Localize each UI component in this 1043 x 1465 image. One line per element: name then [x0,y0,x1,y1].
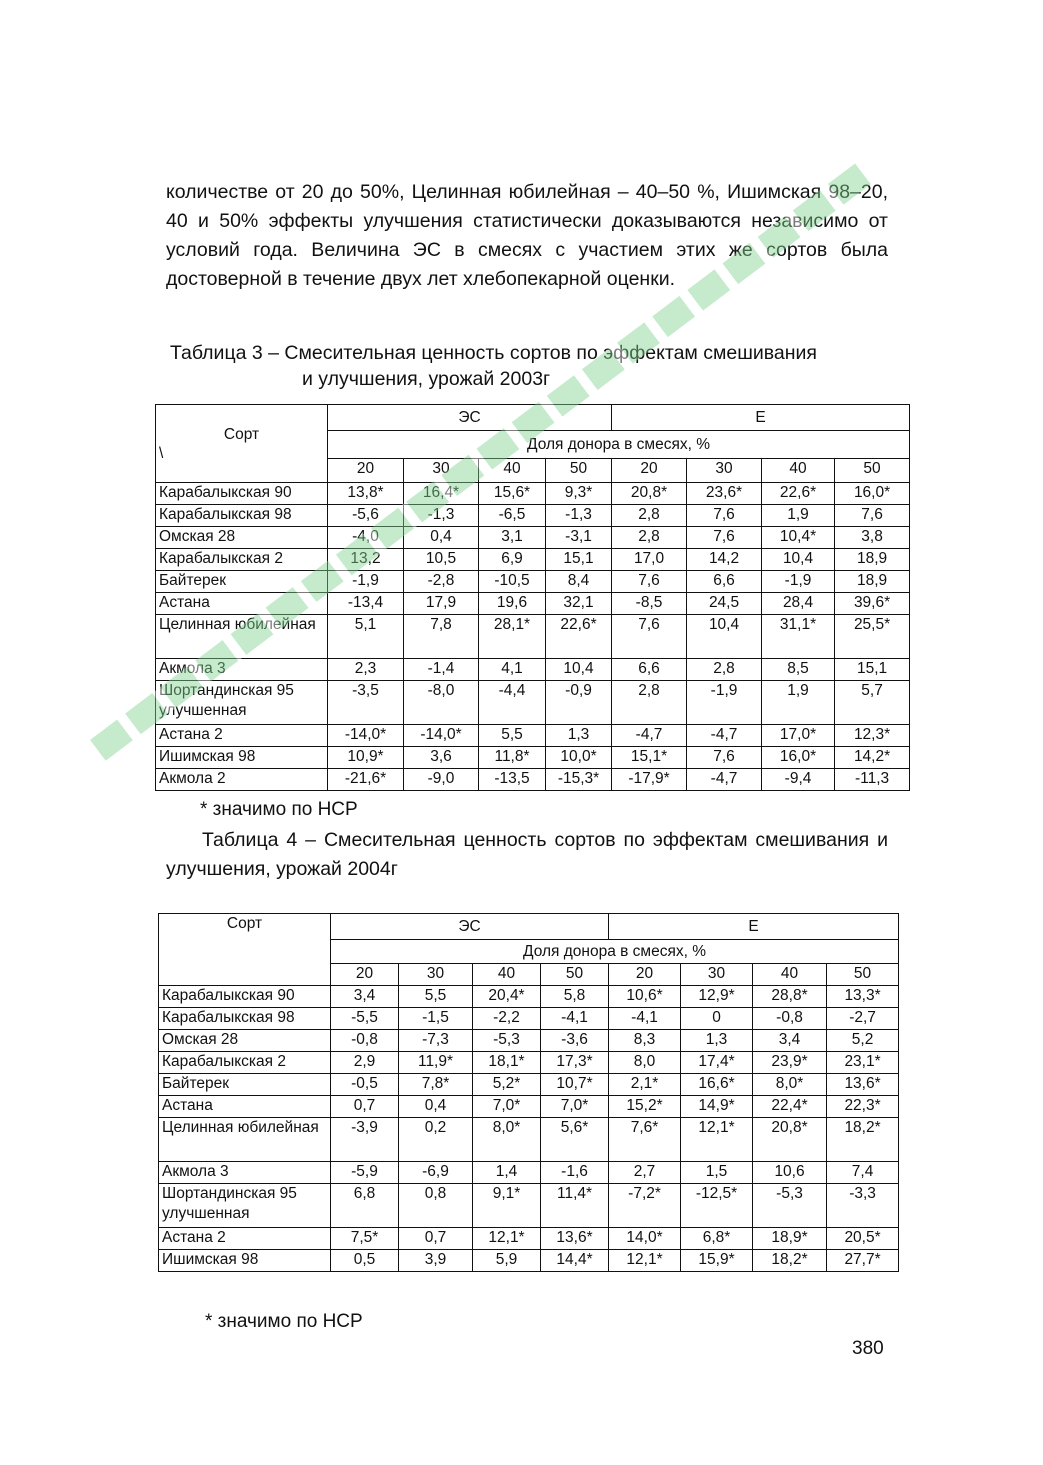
table3 [155,404,910,791]
table-cell: -11,3 [835,769,910,791]
table-cell: 14,2 [687,549,762,571]
table-cell: 13,6* [541,1228,609,1250]
table-cell: 15,6* [479,483,546,505]
table-cell: -5,6 [328,505,404,527]
table-cell: 28,1* [479,615,546,659]
row-label: Карабалыкская 98 [159,1008,331,1030]
row-label: Байтерек [156,571,328,593]
table-cell: 5,2 [827,1030,899,1052]
table-cell: 12,3* [835,725,910,747]
table-cell: 17,0* [762,725,835,747]
row-label: Карабалыкская 90 [159,986,331,1008]
table3-caption-line1: Таблица 3 – Смесительная ценность сортов по эффектам смешивания [170,342,817,364]
table-cell: 7,6* [609,1118,681,1162]
table4-header-sort: Сорт [159,914,331,986]
table-cell: 11,9* [399,1052,473,1074]
table-cell: 6,8 [331,1184,399,1228]
column-header: 20 [609,964,681,986]
column-header: 40 [479,459,546,483]
table-cell: -9,4 [762,769,835,791]
table-cell: -1,9 [687,681,762,725]
table-row [156,769,910,791]
table-cell: -1,5 [399,1008,473,1030]
table-cell: 10,6 [753,1162,827,1184]
table-cell: 0,8 [399,1184,473,1228]
column-header: 20 [328,459,404,483]
table-cell: 3,8 [835,527,910,549]
table-cell: 27,7* [827,1250,899,1272]
table-cell: 14,2* [835,747,910,769]
table-cell: 23,1* [827,1052,899,1074]
row-label: Астана [156,593,328,615]
table-cell: 2,8 [612,505,687,527]
table-cell: -12,5* [681,1184,753,1228]
table-cell: 7,6 [835,505,910,527]
table-cell: 10,5 [404,549,479,571]
table-cell: -2,8 [404,571,479,593]
table-cell: 13,6* [827,1074,899,1096]
row-label: Целинная юбилейная [156,615,328,659]
table-cell: 11,8* [479,747,546,769]
table-cell: 4,1 [479,659,546,681]
table-cell: -4,4 [479,681,546,725]
page-number: 380 [852,1338,884,1359]
row-label: Шортандинская 95 улучшенная [156,681,328,725]
table-cell: 5,5 [479,725,546,747]
table-cell: -4,0 [328,527,404,549]
column-header: 30 [404,459,479,483]
table4-header-share: Доля донора в смесях, % [331,940,899,964]
table-cell: -1,9 [328,571,404,593]
table-cell: 11,4* [541,1184,609,1228]
table-row [156,527,910,549]
table-cell: -3,6 [541,1030,609,1052]
table-row [159,986,899,1008]
table-cell: 15,1 [546,549,612,571]
table-cell: -4,7 [687,769,762,791]
table-cell: 9,1* [473,1184,541,1228]
column-header: 20 [612,459,687,483]
table-cell: 22,6* [762,483,835,505]
table-cell: 8,4 [546,571,612,593]
table-row [159,1052,899,1074]
column-header: 50 [546,459,612,483]
table-cell: 5,7 [835,681,910,725]
table-cell: 7,6 [687,505,762,527]
column-header: 20 [331,964,399,986]
table-cell: -2,2 [473,1008,541,1030]
table-cell: 13,3* [827,986,899,1008]
table-row [156,483,910,505]
table-cell: 3,9 [399,1250,473,1272]
table-cell: 0,2 [399,1118,473,1162]
table-cell: -1,6 [541,1162,609,1184]
table-cell: -10,5 [479,571,546,593]
row-label: Ишимская 98 [156,747,328,769]
table-cell: 10,4 [546,659,612,681]
table-row [159,1250,899,1272]
table-cell: 7,6 [687,527,762,549]
table4-header-es: ЭС [331,914,609,940]
table3-header-sort [156,405,328,483]
table-cell: -17,9* [612,769,687,791]
table-cell: -0,5 [331,1074,399,1096]
table-cell: 31,1* [762,615,835,659]
table-cell: 28,8* [753,986,827,1008]
table-cell: 18,9 [835,571,910,593]
table-cell: 24,5 [687,593,762,615]
row-label: Карабалыкская 2 [159,1052,331,1074]
row-label: Ишимская 98 [159,1250,331,1272]
table-cell: -9,0 [404,769,479,791]
table-cell: 5,8 [541,986,609,1008]
table-cell: 22,3* [827,1096,899,1118]
table3-caption [170,340,900,392]
table-cell: 39,6* [835,593,910,615]
table-cell: 3,4 [753,1030,827,1052]
table-cell: 14,9* [681,1096,753,1118]
table-cell: 6,8* [681,1228,753,1250]
table-cell: 17,4* [681,1052,753,1074]
table-cell: -0,8 [753,1008,827,1030]
column-header: 30 [399,964,473,986]
table-cell: 25,5* [835,615,910,659]
table-cell: 0,5 [331,1250,399,1272]
row-label: Акмола 3 [156,659,328,681]
table-cell: 7,6 [612,571,687,593]
table-cell: 18,9 [835,549,910,571]
table-cell: -13,4 [328,593,404,615]
table-cell: 16,0* [835,483,910,505]
row-label: Астана [159,1096,331,1118]
table-cell: 17,0 [612,549,687,571]
table-cell: -3,3 [827,1184,899,1228]
table-cell: 7,6 [612,615,687,659]
table4-note: * значимо по НСР [205,1311,363,1332]
table-cell: -1,4 [404,659,479,681]
table3-header-sort-label: Сорт [223,425,260,443]
table-cell: 7,0* [473,1096,541,1118]
table-row [156,747,910,769]
table-cell: -7,3 [399,1030,473,1052]
table-cell: 7,8 [404,615,479,659]
table-row [159,1118,899,1162]
table-cell: 5,9 [473,1250,541,1272]
table-row [159,1074,899,1096]
row-label: Акмола 2 [156,769,328,791]
table-cell: 13,8* [328,483,404,505]
table-cell: 2,7 [609,1162,681,1184]
table-cell: -5,5 [331,1008,399,1030]
table-cell: -4,1 [609,1008,681,1030]
table-cell: 20,8* [753,1118,827,1162]
row-label: Шортандинская 95 улучшенная [159,1184,331,1228]
table-cell: 22,4* [753,1096,827,1118]
table-cell: 14,0* [609,1228,681,1250]
table-cell: 12,1* [609,1250,681,1272]
table-cell: 2,9 [331,1052,399,1074]
table-cell: 22,6* [546,615,612,659]
table-cell: -1,3 [546,505,612,527]
table-cell: 3,6 [404,747,479,769]
table-row [156,681,910,725]
table-row [156,615,910,659]
table-cell: 15,2* [609,1096,681,1118]
table-cell: 3,1 [479,527,546,549]
table-cell: -15,3* [546,769,612,791]
table-cell: 1,9 [762,681,835,725]
table-row [156,505,910,527]
body-paragraph: количестве от 20 до 50%, Целинная юбилейная – 40–50 %, Ишимская 98–20, 40 и 50% эффекты улучшения статистически доказываются независимо от условий года. Величина ЭС в смесях с участием этих же сортов была достоверной в течение двух лет хлебопекарной оценки. [166,181,888,290]
column-header: 40 [473,964,541,986]
table-cell: -3,5 [328,681,404,725]
table-cell: 5,5 [399,986,473,1008]
table-cell: 12,1* [473,1228,541,1250]
table-cell: -3,1 [546,527,612,549]
table-cell: 10,6* [609,986,681,1008]
table-row [159,1096,899,1118]
row-label: Карабалыкская 90 [156,483,328,505]
table-cell: 0,7 [399,1228,473,1250]
row-label: Карабалыкская 98 [156,505,328,527]
table-cell: 0,4 [399,1096,473,1118]
table-cell: 7,4 [827,1162,899,1184]
table-cell: 18,2* [753,1250,827,1272]
table-row [159,1228,899,1250]
table-row [159,1008,899,1030]
table-cell: -8,0 [404,681,479,725]
table-cell: 16,0* [762,747,835,769]
table-cell: 10,4 [687,615,762,659]
table-cell: -0,9 [546,681,612,725]
table-cell: -5,9 [331,1162,399,1184]
table-cell: 12,1* [681,1118,753,1162]
table-cell: 23,9* [753,1052,827,1074]
table-cell: 1,3 [681,1030,753,1052]
table-cell: 2,8 [612,527,687,549]
table-cell: 15,1 [835,659,910,681]
table-cell: 8,0* [753,1074,827,1096]
table-cell: 7,5* [331,1228,399,1250]
table-cell: 6,6 [687,571,762,593]
column-header: 50 [541,964,609,986]
table-row [156,593,910,615]
table-cell: 18,1* [473,1052,541,1074]
table3-header-share: Доля донора в смесях, % [328,431,910,459]
table-cell: 2,1* [609,1074,681,1096]
table-cell: 20,5* [827,1228,899,1250]
table-cell: 32,1 [546,593,612,615]
table-cell: -7,2* [609,1184,681,1228]
table-cell: 9,3* [546,483,612,505]
table-cell: 1,9 [762,505,835,527]
table-cell: 16,6* [681,1074,753,1096]
table-cell: 5,1 [328,615,404,659]
table-cell: 18,9* [753,1228,827,1250]
table-cell: 7,6 [687,747,762,769]
table-cell: 16,4* [404,483,479,505]
table-cell: 2,8 [687,659,762,681]
table-cell: 2,3 [328,659,404,681]
table-cell: -4,1 [541,1008,609,1030]
table-cell: 8,3 [609,1030,681,1052]
table-cell: -1,9 [762,571,835,593]
column-header: 40 [762,459,835,483]
table-cell: 6,9 [479,549,546,571]
table-cell: -13,5 [479,769,546,791]
table-row [156,659,910,681]
table-row [159,1162,899,1184]
row-label: Астана 2 [156,725,328,747]
table-cell: -21,6* [328,769,404,791]
table-cell: 0,7 [331,1096,399,1118]
column-header: 50 [827,964,899,986]
table-row [156,549,910,571]
column-header: 30 [687,459,762,483]
table-cell: 13,2 [328,549,404,571]
table3-header-es: ЭС [328,405,612,431]
table-cell: 15,9* [681,1250,753,1272]
table-cell: -14,0* [328,725,404,747]
column-header: 50 [835,459,910,483]
table-cell: 17,9 [404,593,479,615]
row-label: Омская 28 [156,527,328,549]
table4-caption: Таблица 4 – Смесительная ценность сортов по эффектам смешивания и улучшения, урожай 2004г [166,829,888,880]
row-label: Омская 28 [159,1030,331,1052]
table-cell: 23,6* [687,483,762,505]
table-cell: 6,6 [612,659,687,681]
table4 [158,913,899,1272]
table-cell: 18,2* [827,1118,899,1162]
table-cell: -5,3 [473,1030,541,1052]
table-cell: 8,5 [762,659,835,681]
row-label: Целинная юбилейная [159,1118,331,1162]
table-cell: 3,4 [331,986,399,1008]
row-label: Астана 2 [159,1228,331,1250]
table-cell: 20,4* [473,986,541,1008]
table-cell: 8,0 [609,1052,681,1074]
table-cell: -4,7 [612,725,687,747]
table-cell: -3,9 [331,1118,399,1162]
table-cell: 15,1* [612,747,687,769]
table-cell: 19,6 [479,593,546,615]
table-cell: -8,5 [612,593,687,615]
table-cell: -1,3 [404,505,479,527]
table-cell: 1,4 [473,1162,541,1184]
table-cell: 2,8 [612,681,687,725]
table-cell: 10,4 [762,549,835,571]
table4-header-e: Е [609,914,899,940]
table-cell: 10,7* [541,1074,609,1096]
table3-caption-line2: и улучшения, урожай 2003г [302,368,551,390]
table-cell: 1,5 [681,1162,753,1184]
table3-note: * значимо по НСР [200,799,358,820]
table-cell: 14,4* [541,1250,609,1272]
table-cell: 20,8* [612,483,687,505]
table3-header-mark: \ [159,444,164,462]
table-row [156,571,910,593]
table-cell: -6,5 [479,505,546,527]
table-cell: 5,2* [473,1074,541,1096]
table-cell: -6,9 [399,1162,473,1184]
table3-header-e: Е [612,405,910,431]
table-cell: 10,9* [328,747,404,769]
table-cell: 0 [681,1008,753,1030]
table-cell: 7,0* [541,1096,609,1118]
column-header: 30 [681,964,753,986]
table-row [156,725,910,747]
table-cell: -0,8 [331,1030,399,1052]
table-cell: -2,7 [827,1008,899,1030]
row-label: Карабалыкская 2 [156,549,328,571]
table-cell: 10,0* [546,747,612,769]
column-header: 40 [753,964,827,986]
row-label: Байтерек [159,1074,331,1096]
table-cell: -14,0* [404,725,479,747]
table-row [159,1184,899,1228]
row-label: Акмола 3 [159,1162,331,1184]
table-cell: 12,9* [681,986,753,1008]
table-cell: -4,7 [687,725,762,747]
table-cell: 28,4 [762,593,835,615]
table-cell: -5,3 [753,1184,827,1228]
table-cell: 5,6* [541,1118,609,1162]
table-cell: 17,3* [541,1052,609,1074]
table-cell: 0,4 [404,527,479,549]
table-cell: 8,0* [473,1118,541,1162]
table-row [159,1030,899,1052]
table-cell: 7,8* [399,1074,473,1096]
table-cell: 10,4* [762,527,835,549]
table-cell: 1,3 [546,725,612,747]
